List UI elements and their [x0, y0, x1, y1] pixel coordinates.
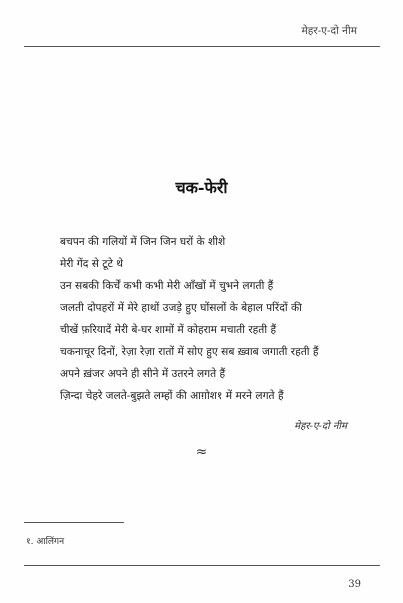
footer-divider: [24, 565, 380, 566]
poem-line: मेरी गेंद से टूटे थे: [60, 258, 124, 270]
poem-line: अपने ख़ंजर अपने ही सीने में उतरने लगते हैं: [60, 368, 226, 380]
running-header: मेहर-ए-दो नीम: [301, 25, 357, 37]
section-ornament: ≈: [195, 444, 208, 460]
header-divider: [24, 46, 380, 47]
poem-line: उन सबकी किर्चें कभी कभी मेरी आँखों में चुभने लगती हैं: [60, 280, 274, 292]
poem-body: [60, 231, 360, 407]
poem-line: चकनाचूर दिनों, रेज़ा रेज़ा रातों में सोए हुए सब ख़्वाब जगाती रहती हैं: [60, 346, 319, 358]
poem-line: ज़िन्दा चेहरे जलते-बुझते लम्हों की आग़ोश१ में मरने लगते हैं: [60, 390, 284, 402]
poem-line: जलती दोपहरों में मेरे हाथों उजड़े हुए घोंसलों के बेहाल परिंदों की: [60, 302, 302, 314]
poem-line: बचपन की गलियों में जिन जिन घरों के शीशे: [60, 236, 226, 248]
footnote: १. आलिंगन: [26, 537, 65, 547]
page-number: 39: [348, 579, 361, 590]
poem-attribution: मेहर-ए-दो नीम: [294, 421, 347, 432]
footnote-divider: [24, 522, 124, 523]
poem-title: चक-फेरी: [175, 178, 228, 197]
poem-line: चीखें फ़रियादें मेरी बे-घर शामों में कोहराम मचाती रहती हैं: [60, 324, 277, 336]
